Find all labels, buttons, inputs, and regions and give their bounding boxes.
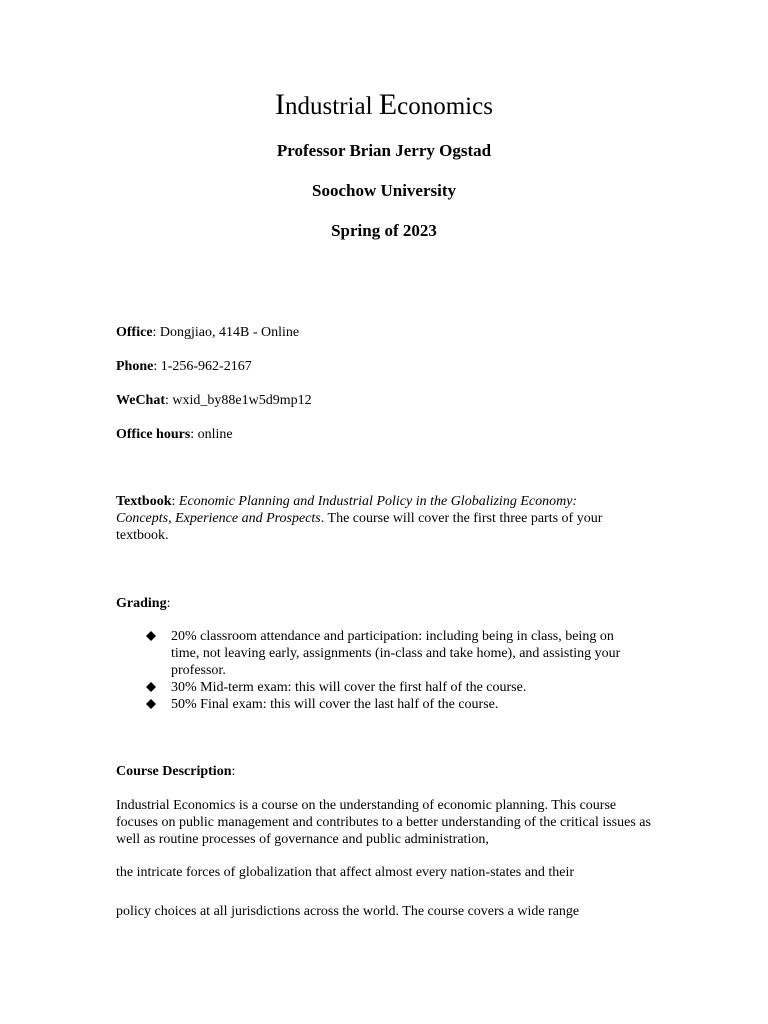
office-label: Office — [116, 325, 153, 340]
phone-label: Phone — [116, 359, 154, 374]
office-value: : Dongjiao, 414B - Online — [152, 325, 300, 340]
professor-name: Professor Brian Jerry Ogstad — [276, 141, 492, 160]
wechat-value: : wxid_by88e1w5d9mp12 — [165, 393, 312, 408]
description-paragraph-3: policy choices at all jurisdictions across the world. The course covers a wide range — [116, 904, 580, 919]
office-hours-line — [116, 426, 233, 443]
grading-item-text: 50% Final exam: this will cover the last half of the course. — [171, 697, 499, 712]
grading-item-text: 20% classroom attendance and participation: including being in class, being on time, not leaving early, assignments (in-class and take home), and assisting your professor. — [171, 629, 621, 678]
wechat-label: WeChat — [116, 393, 165, 408]
office-hours-label: Office hours — [116, 427, 191, 442]
grading-heading — [116, 595, 170, 612]
term: Spring of 2023 — [331, 221, 437, 240]
diamond-bullet-icon — [146, 631, 156, 641]
office-hours-value: : online — [190, 427, 233, 442]
course-description-label: Course Description — [116, 764, 232, 779]
textbook-colon: : — [171, 494, 179, 509]
title-rest-1: ndustrial — [285, 93, 379, 120]
diamond-bullet-icon — [146, 682, 156, 692]
title-initial-2: E — [378, 88, 398, 121]
description-paragraph-2: the intricate forces of globalization that affect almost every nation-states and their — [116, 865, 575, 880]
list-item — [144, 679, 644, 696]
title-initial-1: I — [275, 88, 286, 121]
list-item — [144, 696, 644, 713]
textbook-paragraph — [116, 493, 636, 544]
textbook-label: Textbook — [116, 494, 172, 509]
description-paragraph-1: Industrial Economics is a course on the understanding of economic planning. This course focuses on public management and contributes to a better understanding of the critical issues as well as routine processes of governance and public administration, — [116, 798, 651, 847]
course-title — [0, 88, 768, 124]
phone-value: : 1-256-962-2167 — [153, 359, 252, 374]
course-description-heading — [116, 763, 235, 780]
textbook-note: . The course will cover the first three parts of your textbook. — [116, 511, 603, 543]
university-name: Soochow University — [311, 181, 457, 200]
grading-colon: : — [166, 596, 171, 611]
grading-label: Grading — [116, 596, 167, 611]
diamond-bullet-icon — [146, 699, 156, 709]
wechat-line — [116, 392, 312, 409]
phone-line — [116, 358, 252, 375]
grading-item-text: 30% Mid-term exam: this will cover the first half of the course. — [171, 680, 527, 695]
grading-list — [144, 628, 644, 713]
title-rest-2: conomics — [397, 93, 493, 120]
textbook-title: Economic Planning and Industrial Policy in the Globalizing Economy: Concepts, Experience and Prospects — [116, 494, 578, 526]
course-description-colon: : — [231, 764, 236, 779]
office-line — [116, 324, 299, 341]
list-item — [144, 628, 644, 679]
